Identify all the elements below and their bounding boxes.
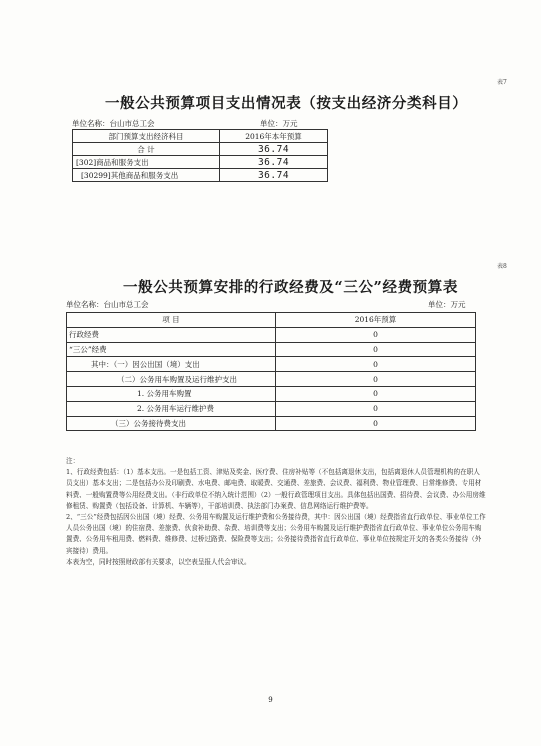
table-row: [67, 401, 476, 416]
table7-row-value: 36.74: [220, 169, 328, 182]
table7-header-item: 部门预算支出经济科目: [73, 130, 220, 143]
table8-header-budget: 2016年预算: [276, 313, 476, 328]
table8-row-value: 0: [276, 327, 476, 342]
table-row: [67, 357, 476, 372]
table8-header-row: [67, 313, 476, 328]
table8-row-value: 0: [276, 372, 476, 387]
table-row: [67, 327, 476, 342]
table7-title: 一般公共预算项目支出情况表（按支出经济分类科目）: [105, 95, 468, 112]
table8-row-value: 0: [276, 401, 476, 416]
table8-unit-name: 单位名称：台山市总工会: [66, 300, 149, 309]
table7-row-value: 36.74: [220, 143, 328, 156]
table8-row-name: （二）公务用车购置及运行维护支出: [67, 372, 276, 387]
table7-header-row: [73, 130, 328, 143]
table8-row-name: “三公”经费: [67, 342, 276, 357]
notes-paragraph-2: 2、“三公”经费包括因公出国（境）经费、公务用车购置及运行维护费和公务接待费，其中：因公出国（境）经费指省直行政单位、事业单位工作人员公务出国（境）的住宿费、差旅费、伙食补助费、杂费、培训费等支出；公务用车购置及运行维护费指省直行政单位、事业单位公务用车购置费、公务用车租用费、燃料费、维修费、过桥过路费、保险费等支出；公务接待费指省直行政单位、事业单位按规定开支的各类公务接待（外宾接待）费用。: [66, 513, 486, 555]
table8-title: 一般公共预算安排的行政经费及“三公”经费预算表: [123, 279, 458, 296]
notes-paragraph-1: 1、行政经费包括：（1）基本支出。一是包括工资、津贴及奖金、医疗费、住房补贴等（不包括离退休支出，包括离退休人员管理机构的在职人员支出）基本支出；二是包括办公及印刷费、水电费、邮电费、取暖费、交通费、差旅费、会议费、福利费、物业管理费、日常维修费、专用材料费、一般购置费等公用经费支出。（非行政单位不纳入统计范围）（2）一般行政管理项目支出。具体包括出国费、招待费、会议费、办公用房维修租赁、购置费（包括设备、计算机、车辆等），干部培训费、执法部门办案费、信息网络运行维护费等。: [66, 468, 486, 510]
table7: [72, 129, 328, 182]
table-row: [73, 143, 328, 156]
table8: [66, 312, 476, 431]
table-row: [67, 416, 476, 431]
table8-row-name: 行政经费: [67, 327, 276, 342]
table-row: [67, 342, 476, 357]
table-row: [73, 169, 328, 182]
table-row: [67, 372, 476, 387]
table8-row-value: 0: [276, 416, 476, 431]
table8-row-value: 0: [276, 357, 476, 372]
table8-unit: 单位：万元: [428, 300, 466, 309]
table8-row-name: 2. 公务用车运行维护费: [67, 401, 276, 416]
table7-row-name: [30299]其他商品和服务支出: [73, 169, 220, 182]
page-number: 9: [268, 696, 273, 704]
table-row: [67, 386, 476, 401]
table8-row-name: 1. 公务用车购置: [67, 386, 276, 401]
table7-unit-name: 单位名称：台山市总工会: [72, 119, 155, 128]
table8-row-value: 0: [276, 386, 476, 401]
table7-header-budget: 2016年本年预算: [220, 130, 328, 143]
notes-heading: 注：: [66, 457, 80, 465]
table7-row-name: [302]商品和服务支出: [73, 156, 220, 169]
table-row: [73, 156, 328, 169]
table8-row-name: 其中：（一）因公出国（境）支出: [67, 357, 276, 372]
table8-header-item: 项 目: [67, 313, 276, 328]
table7-label: 表7: [497, 79, 507, 86]
table7-row-name: 合 计: [73, 143, 220, 156]
notes: [66, 456, 486, 568]
table8-row-value: 0: [276, 342, 476, 357]
notes-paragraph-3: 本表为空，同时按照财政部有关要求，以空表呈报人代会审议。: [66, 557, 251, 566]
table8-row-name: （三）公务接待费支出: [67, 416, 276, 431]
table8-label: 表8: [497, 263, 507, 270]
table7-row-value: 36.74: [220, 156, 328, 169]
table7-unit: 单位：万元: [260, 119, 298, 128]
